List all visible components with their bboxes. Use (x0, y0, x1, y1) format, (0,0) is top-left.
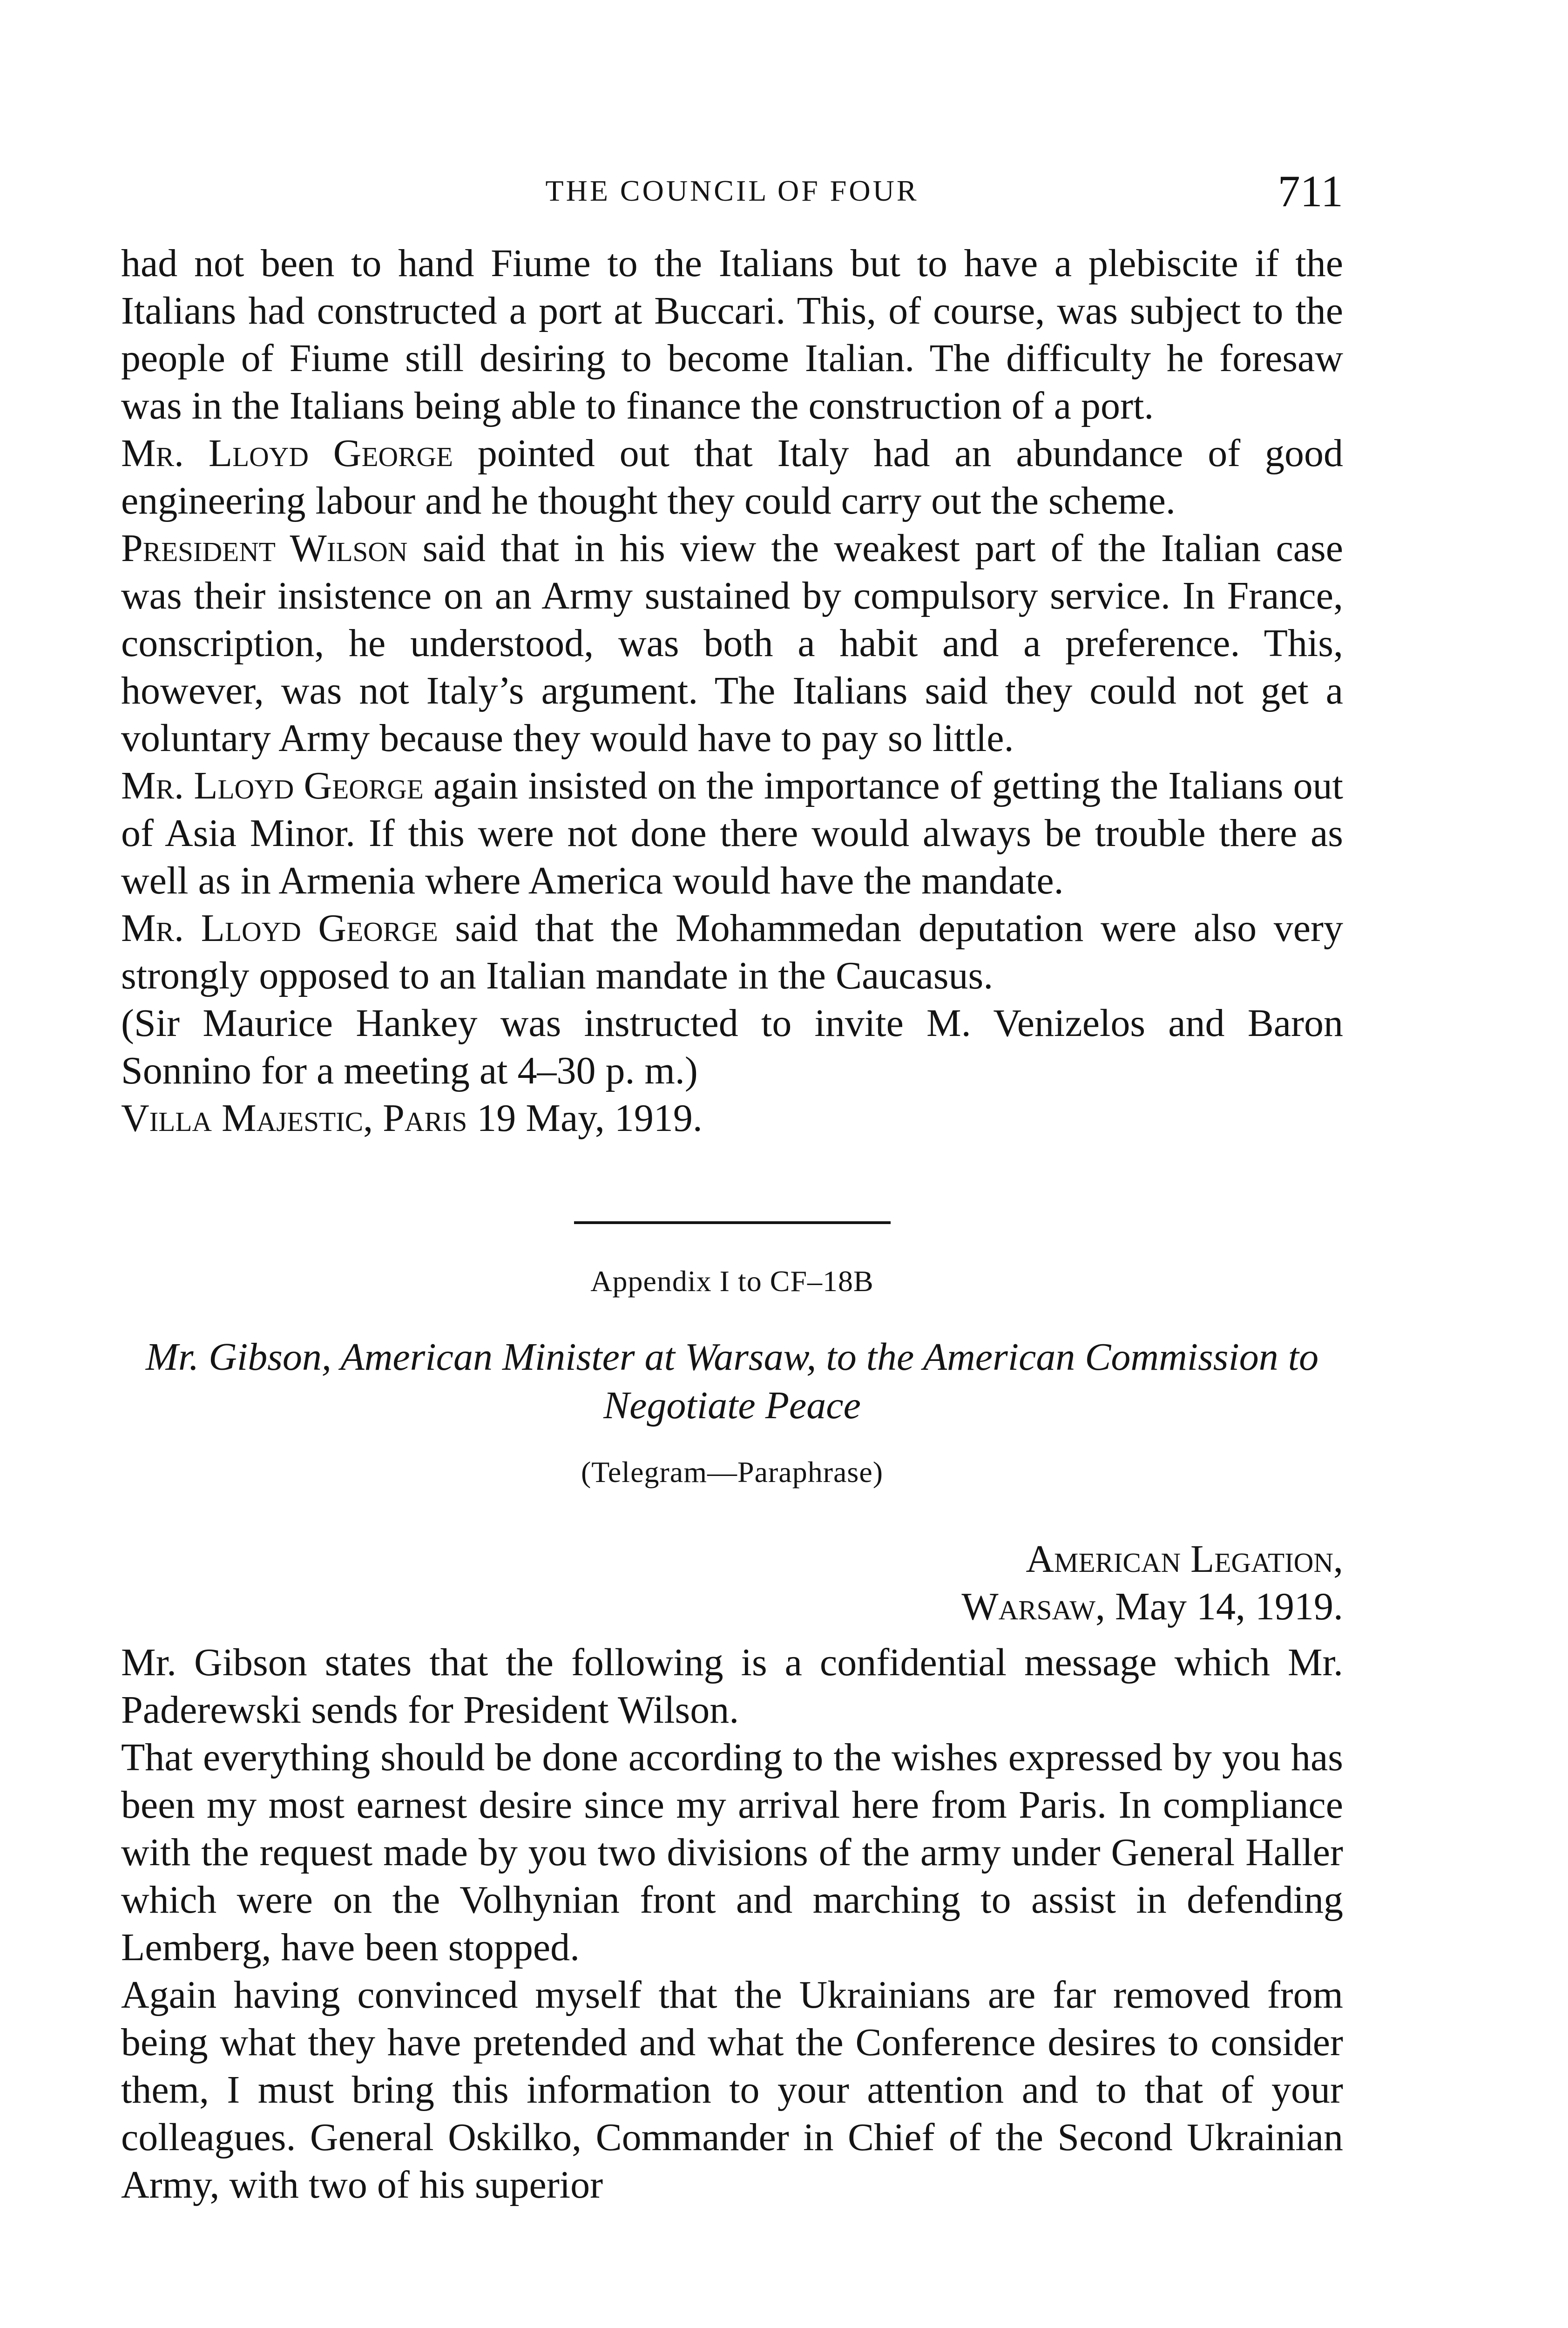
speaker-name: President Wilson (121, 527, 408, 570)
address-line-2 (121, 1583, 1343, 1631)
page-body (121, 240, 1343, 2209)
letter-paragraph-3: Again having convinced myself that the Ukrainians are far removed from being what they have pretended and what the Conference desires to consider them, I must bring this information to your attention and to that of your colleagues. General Oskilko, Commander in Chief of the Second Ukrainian Army, with two of his superior (121, 1973, 1343, 2206)
minutes-paragraph-5 (121, 905, 1343, 1000)
dateline (121, 1095, 1343, 1142)
address-block (121, 1536, 1343, 1631)
address-place: Warsaw (961, 1585, 1096, 1628)
minutes-paragraph-6: (Sir Maurice Hankey was instructed to invite M. Venizelos and Baron Sonnino for a meeting at 4–30 p. m.) (121, 1002, 1343, 1092)
paragraph-text: said that the Mohammedan deputation were also very strongly opposed to an Italian mandate in the Caucasus. (121, 907, 1343, 997)
page-number: 711 (1277, 166, 1343, 216)
dateline-place: Villa Majestic, Paris (121, 1096, 467, 1140)
speaker-name: Mr. Lloyd George (121, 432, 453, 475)
letter-paragraph-2: That everything should be done according to the wishes expressed by you has been my most earnest desire since my arrival here from Paris. In compliance with the request made by you two divisions of the army under General Haller which were on the Volhynian front and marching to assist in defending Lemberg, have been stopped. (121, 1736, 1343, 1969)
speaker-name: Mr. Lloyd George (121, 907, 438, 950)
minutes-paragraph-3 (121, 525, 1343, 762)
speaker-name: Mr. Lloyd George (121, 764, 424, 807)
section-divider (574, 1221, 891, 1224)
page-header (121, 165, 1343, 217)
letter-body (121, 1639, 1343, 2209)
appendix-heading: Appendix I to CF–18B (590, 1265, 874, 1298)
minutes-paragraph-2 (121, 430, 1343, 525)
document-title: Mr. Gibson, American Minister at Warsaw, to the American Commission to Negotiate Peace (145, 1335, 1319, 1427)
address-date: , May 14, 1919. (1095, 1585, 1343, 1628)
paragraph-text: again insisted on the importance of getting the Italians out of Asia Minor. If this were not done there would always be trouble there as well as in Armenia where America would have the mandate. (121, 764, 1343, 902)
document-subtitle: (Telegram—Paraphrase) (581, 1455, 884, 1489)
address-line-1: American Legation, (1026, 1537, 1343, 1581)
dateline-date: 19 May, 1919. (467, 1096, 703, 1140)
paragraph-text: said that in his view the weakest part of the Italian case was their insistence on an Army sustained by compulsory service. In France, conscription, he understood, was both a habit and a preference. This, however, was not Italy’s argument. The Italians said they could not get a voluntary Army because they would have to pay so little. (121, 527, 1343, 760)
minutes-paragraph-1: had not been to hand Fiume to the Italians but to have a plebiscite if the Italians had constructed a port at Buccari. This, of course, was subject to the people of Fiume still desiring to become Italian. The difficulty he foresaw was in the Italians being able to finance the construction of a port. (121, 242, 1343, 427)
minutes-paragraph-4 (121, 762, 1343, 905)
paragraph-text: pointed out that Italy had an abundance of good engineering labour and he thought they could carry out the scheme. (121, 432, 1343, 522)
running-title: THE COUNCIL OF FOUR (545, 174, 919, 207)
letter-paragraph-1: Mr. Gibson states that the following is a confidential message which Mr. Paderewski sends for President Wilson. (121, 1641, 1343, 1732)
